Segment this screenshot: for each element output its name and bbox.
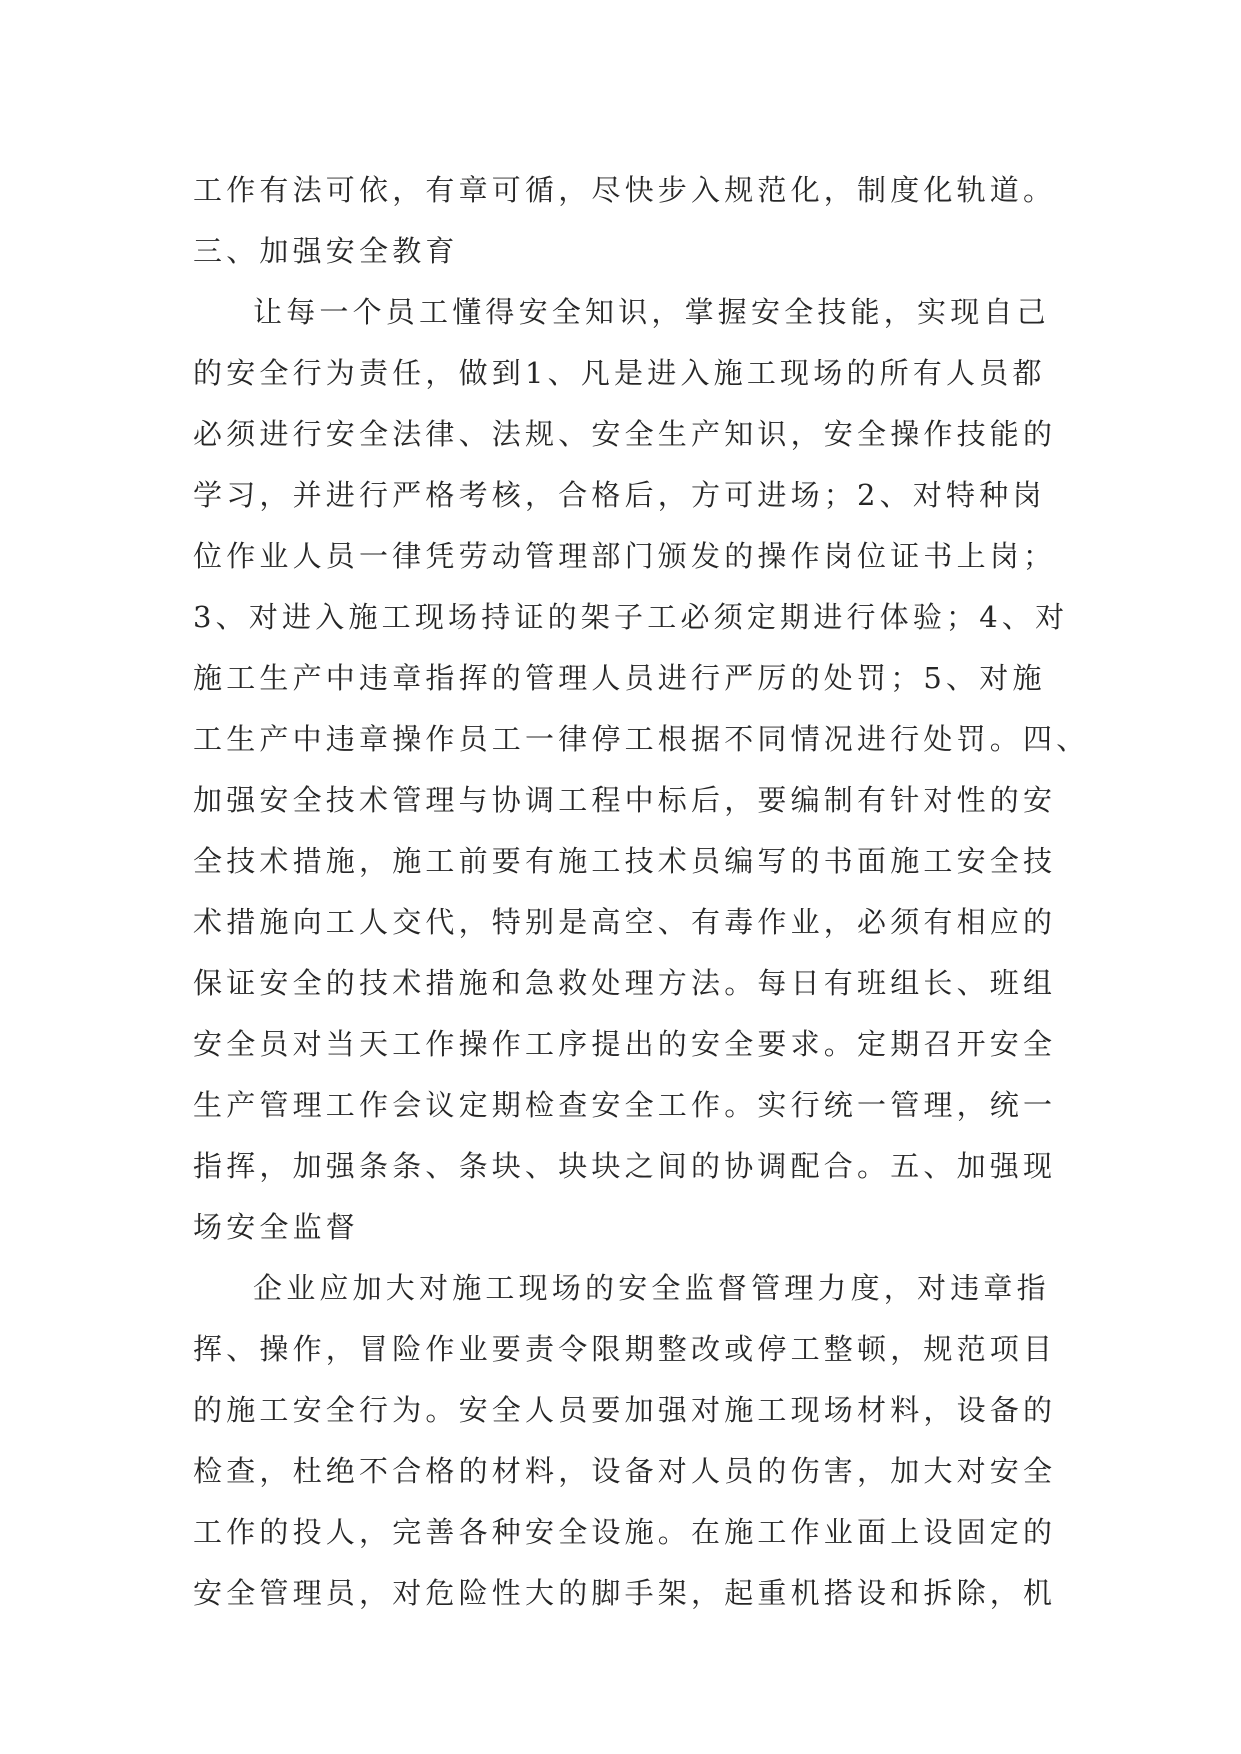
text-line: 保证安全的技术措施和急救处理方法。每日有班组长、班组 [193, 966, 1057, 1000]
text-line: 企业应加大对施工现场的安全监督管理力度，对违章指 [253, 1271, 1050, 1305]
text-line: 施工生产中违章指挥的管理人员进行严厉的处罚；5、对施 [193, 661, 1046, 695]
text-line: 全技术措施，施工前要有施工技术员编写的书面施工安全技 [193, 844, 1057, 878]
text-line: 学习，并进行严格考核，合格后，方可进场；2、对特种岗 [193, 478, 1046, 512]
text-line: 让每一个员工懂得安全知识，掌握安全技能，实现自己 [253, 295, 1050, 329]
text-line: 挥、操作，冒险作业要责令限期整改或停工整顿，规范项目 [193, 1332, 1057, 1366]
text-line: 安全管理员，对危险性大的脚手架，起重机搭设和拆除，机 [193, 1576, 1057, 1610]
text-line: 安全员对当天工作操作工序提出的安全要求。定期召开安全 [193, 1027, 1057, 1061]
text-line: 3、对进入施工现场持证的架子工必须定期进行体验；4、对 [193, 600, 1069, 634]
document-body [193, 160, 1090, 1624]
text-line: 必须进行安全法律、法规、安全生产知识，安全操作技能的 [193, 417, 1057, 451]
text-line: 的安全行为责任，做到1、凡是进入施工现场的所有人员都 [193, 356, 1046, 390]
text-line: 的施工安全行为。安全人员要加强对施工现场材料，设备的 [193, 1393, 1057, 1427]
text-line: 工作有法可依，有章可循，尽快步入规范化，制度化轨道。 [193, 173, 1057, 207]
text-line: 场安全监督 [193, 1210, 360, 1244]
text-line: 加强安全技术管理与协调工程中标后，要编制有针对性的安 [193, 783, 1057, 817]
text-line: 工生产中违章操作员工一律停工根据不同情况进行处罚。四、 [193, 722, 1090, 756]
text-line: 指挥，加强条条、条块、块块之间的协调配合。五、加强现 [193, 1149, 1057, 1183]
text-line: 术措施向工人交代，特别是高空、有毒作业，必须有相应的 [193, 905, 1057, 939]
text-line: 位作业人员一律凭劳动管理部门颁发的操作岗位证书上岗； [193, 539, 1057, 573]
text-line: 检查，杜绝不合格的材料，设备对人员的伤害，加大对安全 [193, 1454, 1057, 1488]
text-line: 工作的投人，完善各种安全设施。在施工作业面上设固定的 [193, 1515, 1057, 1549]
text-line: 生产管理工作会议定期检查安全工作。实行统一管理，统一 [193, 1088, 1057, 1122]
section-heading: 三、加强安全教育 [193, 234, 459, 268]
